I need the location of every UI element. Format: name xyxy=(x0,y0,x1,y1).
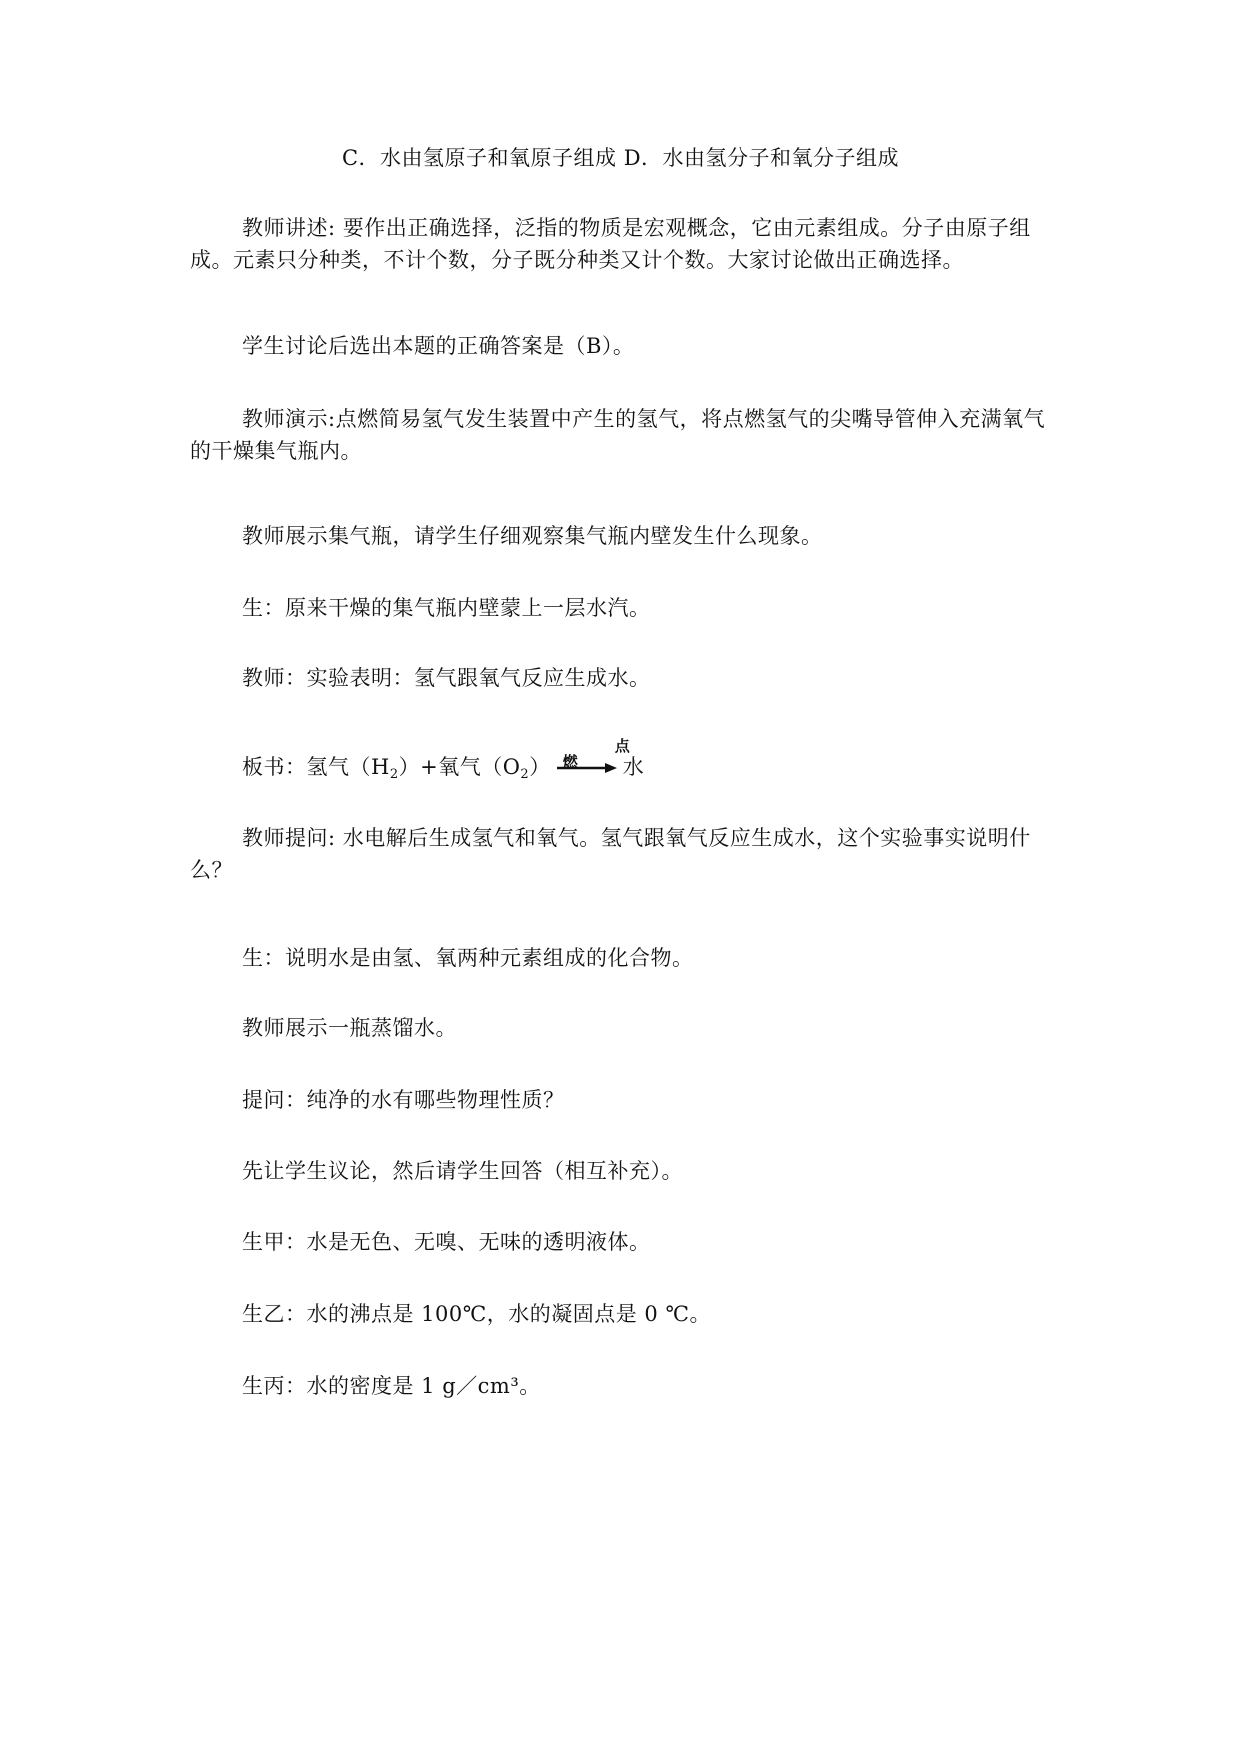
teacher-explain-paragraph: 教师讲述: 要作出正确选择，泛指的物质是宏观概念，它由元素组成。分子由原子组成。元素只分种类，不计个数，分子既分种类又计个数。大家讨论做出正确选择。 xyxy=(190,216,1031,272)
reaction-arrow xyxy=(555,737,630,778)
student-b-paragraph: 生乙：水的沸点是 100℃，水的凝固点是 0 ℃。 xyxy=(242,1302,711,1326)
hydrogen-subscript: 2 xyxy=(389,767,399,782)
student-a-paragraph: 生甲：水是无色、无嗅、无味的透明液体。 xyxy=(242,1230,651,1254)
teacher-show-bottle-paragraph: 教师展示集气瓶，请学生仔细观察集气瓶内壁发生什么现象。 xyxy=(242,524,823,548)
teacher-demo-paragraph: 教师演示:点燃简易氢气发生装置中产生的氢气，将点燃氢气的尖嘴导管伸入充满氧气的干燥集气瓶内。 xyxy=(190,407,1046,463)
reaction-condition: 点燃 xyxy=(562,737,630,771)
reactant-oxygen: +氧气（O xyxy=(420,755,521,779)
student-c-paragraph: 生丙：水的密度是 1 g／cm³。 xyxy=(242,1374,541,1398)
blackboard-equation xyxy=(190,737,1060,791)
teacher-conclude-paragraph: 教师：实验表明：氢气跟氧气反应生成水。 xyxy=(242,666,651,690)
teacher-ask-paragraph: 教师提问: 水电解后生成氢气和氧气。氢气跟氧气反应生成水，这个实验事实说明什么？ xyxy=(190,826,1031,882)
question-physical-paragraph: 提问：纯净的水有哪些物理性质？ xyxy=(242,1088,565,1112)
teacher-show-water-paragraph: 教师展示一瓶蒸馏水。 xyxy=(242,1016,457,1040)
oxygen-subscript: 2 xyxy=(520,767,530,782)
student-answer-paragraph: 学生讨论后选出本题的正确答案是（B）。 xyxy=(242,334,635,358)
student-observe-paragraph: 生：原来干燥的集气瓶内壁蒙上一层水汽。 xyxy=(242,596,651,620)
right-arrow-icon xyxy=(555,762,619,774)
product-water: 水 xyxy=(622,755,645,779)
student-compound-paragraph: 生：说明水是由氢、氧两种元素组成的化合物。 xyxy=(242,946,694,970)
reactant-oxygen-close: ） xyxy=(529,755,551,779)
equation-prefix: 板书： xyxy=(242,755,307,779)
reactant-hydrogen: 氢气（H xyxy=(306,755,390,779)
reactant-hydrogen-close: ） xyxy=(398,755,421,779)
discussion-paragraph: 先让学生议论，然后请学生回答（相互补充）。 xyxy=(242,1159,683,1183)
options-line: C．水由氢原子和氧原子组成 D．水由氢分子和氧分子组成 xyxy=(341,146,900,170)
